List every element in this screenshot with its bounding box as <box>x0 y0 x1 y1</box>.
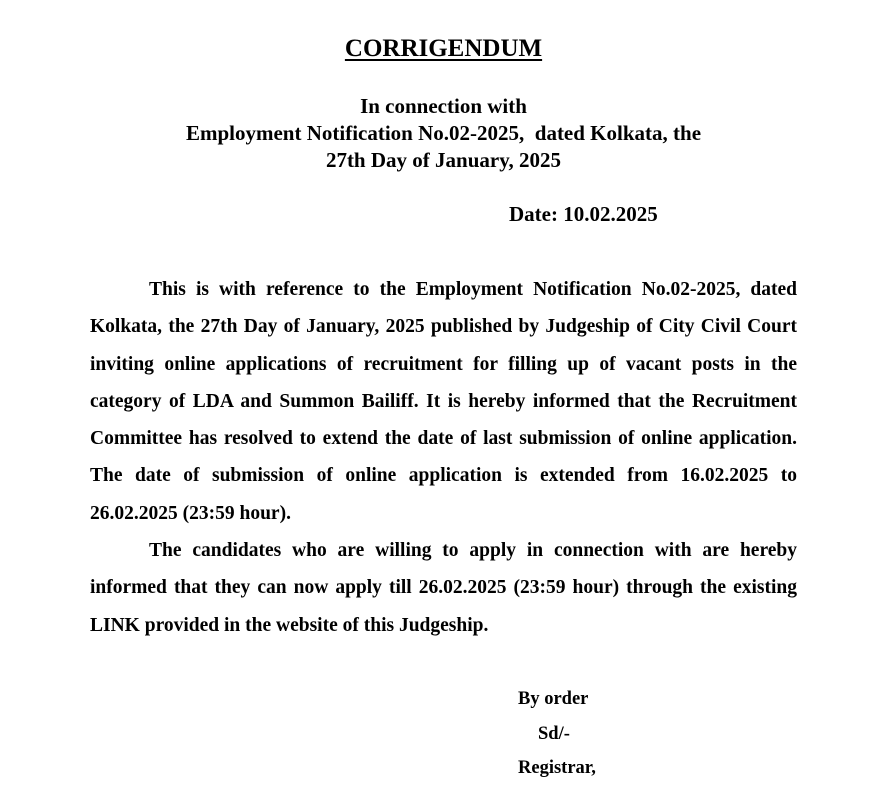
registrar-text: Registrar, <box>518 758 596 778</box>
body-paragraph-1: This is with reference to the Employment Notification No.02-2025, dated Kolkata, the 27th Day of January, 2025 published by Judgeship of City Civil Court inviting online applications of recruitment for filling up of vacant posts in the category of LDA and Summon Bailiff. It is hereby informed that the Recruitment Committee has resolved to extend the date of last submission of online application. The date of submission of online application is extended from 16.02.2025 to 26.02.2025 (23:59 hour). <box>90 279 797 524</box>
by-order-text: By order <box>518 689 589 709</box>
heading-line-2: Employment Notification No.02-2025, dated Kolkata, the <box>185 121 702 145</box>
heading-line-1: In connection with <box>360 94 527 118</box>
signed-text: Sd/- <box>538 723 570 744</box>
body-paragraph-2: The candidates who are willing to apply in connection with are hereby informed that they can now apply till 26.02.2025 (23:59 hour) through the existing LINK provided in the website of this Judgeship. <box>90 540 797 636</box>
document-date: Date: 10.02.2025 <box>509 202 658 226</box>
signature-block <box>0 682 887 786</box>
notification-heading <box>0 93 887 174</box>
document-body <box>90 271 797 644</box>
heading-line-3: 27th Day of January, 2025 <box>325 148 562 172</box>
document-title: CORRIGENDUM <box>344 35 543 62</box>
